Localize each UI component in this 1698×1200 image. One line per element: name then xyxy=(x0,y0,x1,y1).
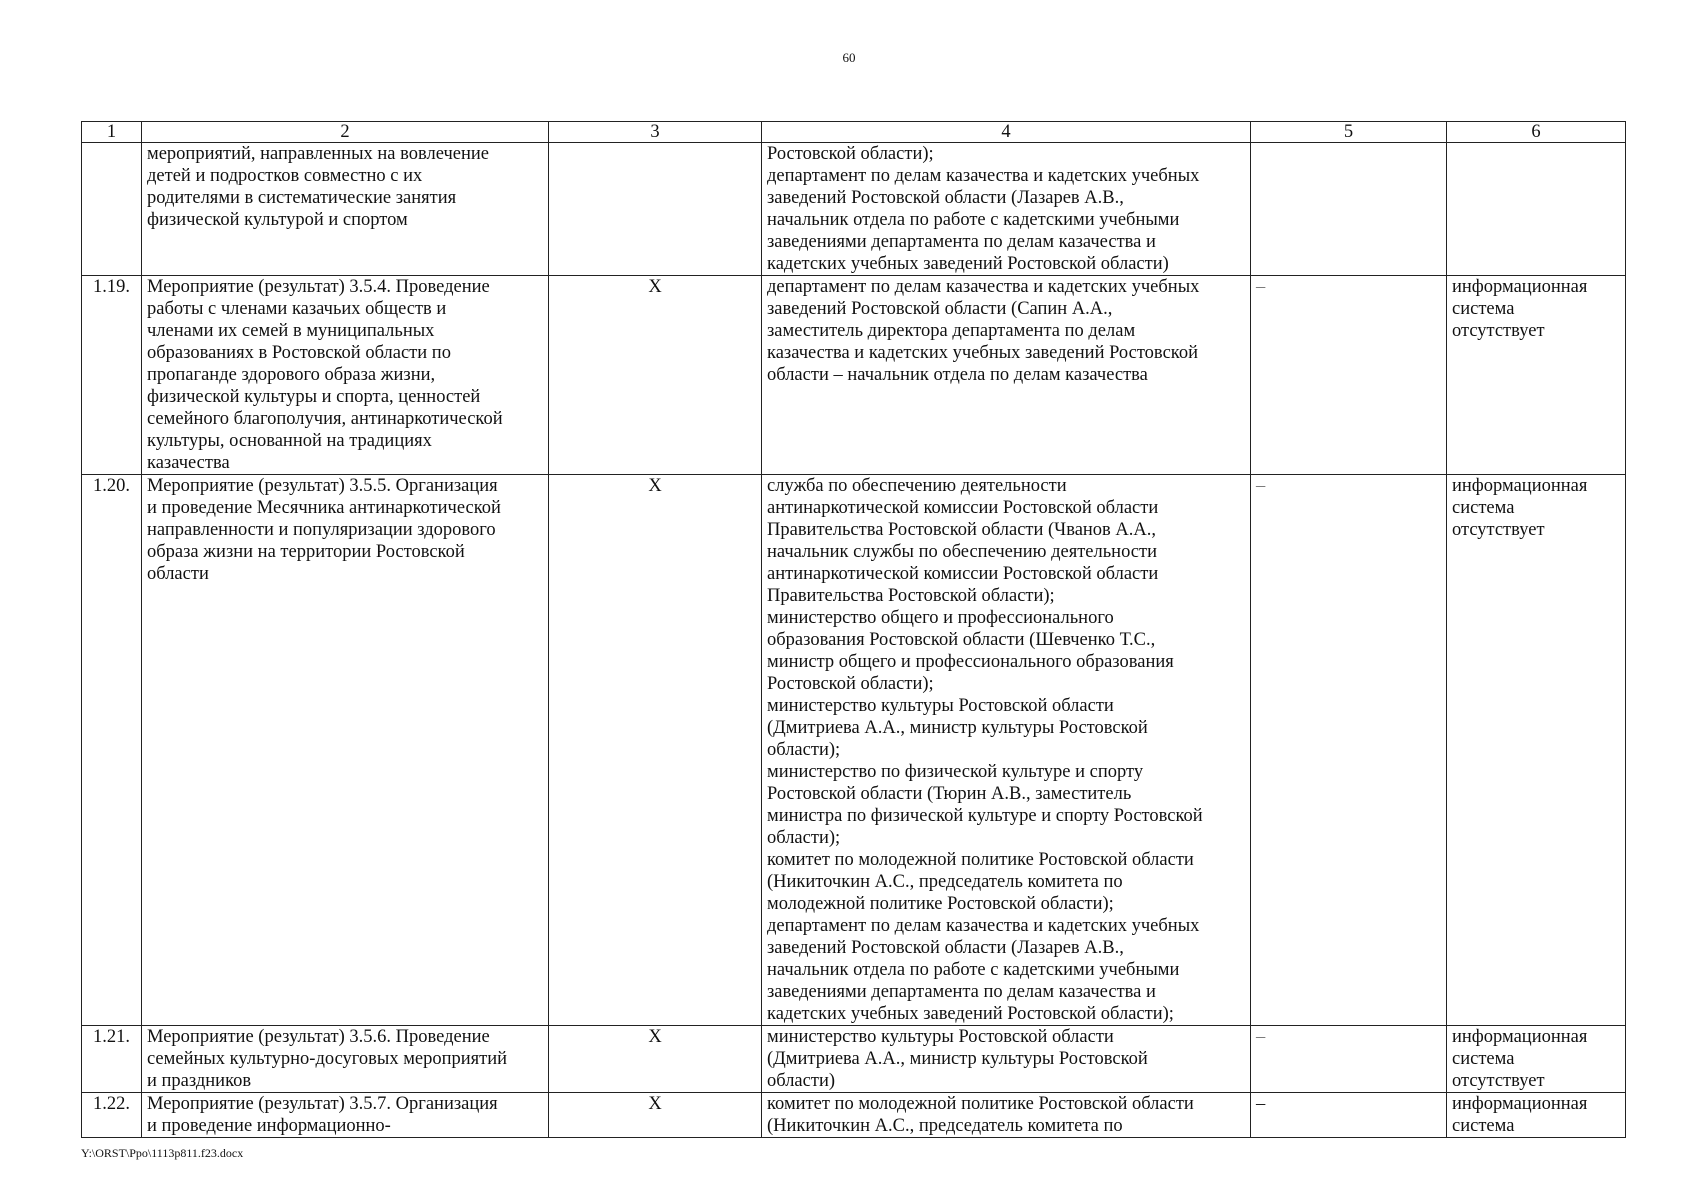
measure-cell xyxy=(142,475,549,1026)
responsible-line: (Никиточкин А.С., председатель комитета по xyxy=(767,1116,1123,1136)
responsible-line: начальник отдела по работе с кадетскими учебными xyxy=(767,960,1180,980)
responsible-line: антинаркотической комиссии Ростовской области xyxy=(767,564,1159,584)
responsible-line: служба по обеспечению деятельности xyxy=(767,476,1067,496)
measure-line: Мероприятие (результат) 3.5.5. Организация xyxy=(147,476,498,496)
responsible-line: области) xyxy=(767,1071,836,1091)
info-system-cell xyxy=(1447,143,1626,276)
header-cell: 1 xyxy=(82,122,142,143)
table-row xyxy=(82,276,1626,475)
table-row xyxy=(82,1026,1626,1093)
info-system-line: отсутствует xyxy=(1452,321,1545,341)
column-3-cell: X xyxy=(549,1093,762,1138)
measure-line: образа жизни на территории Ростовской xyxy=(147,542,465,562)
measure-line: направленности и популяризации здорового xyxy=(147,520,496,540)
measure-line: казачества xyxy=(147,453,230,473)
info-system-cell xyxy=(1447,276,1626,475)
responsible-line: Ростовской области (Тюрин А.В., заместитель xyxy=(767,784,1132,804)
measure-line: родителями в систематические занятия xyxy=(147,188,457,208)
responsible-line: Правительства Ростовской области); xyxy=(767,586,1055,606)
table-row xyxy=(82,143,1626,276)
measure-cell xyxy=(142,143,549,276)
measure-line: членами их семей в муниципальных xyxy=(147,321,435,341)
measure-line: и проведение информационно- xyxy=(147,1116,391,1136)
info-system-cell xyxy=(1447,1093,1626,1138)
page-number: 60 xyxy=(842,50,856,65)
responsible-line: молодежной политике Ростовской области); xyxy=(767,894,1114,914)
measure-line: и праздников xyxy=(147,1071,252,1091)
responsible-line: (Никиточкин А.С., председатель комитета по xyxy=(767,872,1123,892)
responsible-cell xyxy=(762,276,1251,475)
row-number-cell: 1.21. xyxy=(82,1026,142,1093)
responsible-line: департамент по делам казачества и кадетских учебных xyxy=(767,916,1200,936)
measure-cell xyxy=(142,1093,549,1138)
measure-line: образованиях в Ростовской области по xyxy=(147,343,451,363)
responsible-line: министерство культуры Ростовской области xyxy=(767,696,1114,716)
row-number-cell: 1.20. xyxy=(82,475,142,1026)
responsible-line: Правительства Ростовской области (Чванов А.А., xyxy=(767,520,1157,540)
responsible-line: заместитель директора департамента по делам xyxy=(767,321,1136,341)
info-system-line: информационная xyxy=(1452,1094,1588,1114)
responsible-line: (Дмитриева А.А., министр культуры Ростовской xyxy=(767,718,1148,738)
responsible-line: начальник службы по обеспечению деятельности xyxy=(767,542,1157,562)
measure-line: физической культуры и спорта, ценностей xyxy=(147,387,481,407)
responsible-line: заведений Ростовской области (Сапин А.А., xyxy=(767,299,1113,319)
measure-line: культуры, основанной на традициях xyxy=(147,431,432,451)
measure-line: физической культурой и спортом xyxy=(147,210,408,230)
column-3-cell: X xyxy=(549,475,762,1026)
info-system-line: система xyxy=(1452,1116,1515,1136)
responsible-line: комитет по молодежной политике Ростовской области xyxy=(767,850,1194,870)
responsible-line: начальник отдела по работе с кадетскими учебными xyxy=(767,210,1180,230)
responsible-line: Ростовской области); xyxy=(767,144,934,164)
header-cell: 5 xyxy=(1251,122,1447,143)
responsible-line: области); xyxy=(767,740,841,760)
responsible-line: заведениями департамента по делам казачества и xyxy=(767,232,1156,252)
column-3-cell xyxy=(549,143,762,276)
responsible-line: области); xyxy=(767,828,841,848)
header-cell: 2 xyxy=(142,122,549,143)
header-cell: 4 xyxy=(762,122,1251,143)
responsible-line: министр общего и профессионального образования xyxy=(767,652,1174,672)
responsible-line: образования Ростовской области (Шевченко Т.С., xyxy=(767,630,1156,650)
info-system-line: отсутствует xyxy=(1452,520,1545,540)
info-system-line: информационная xyxy=(1452,1027,1588,1047)
column-5-cell: – xyxy=(1251,475,1447,1026)
row-number-cell: 1.22. xyxy=(82,1093,142,1138)
column-5-cell xyxy=(1251,143,1447,276)
info-system-line: система xyxy=(1452,498,1515,518)
responsible-line: кадетских учебных заведений Ростовской области); xyxy=(767,1004,1174,1024)
info-system-cell xyxy=(1447,475,1626,1026)
measure-line: пропаганде здорового образа жизни, xyxy=(147,365,436,385)
column-5-cell: – xyxy=(1251,1093,1447,1138)
footer-file-path: Y:\ORST\Ppo\1113p811.f23.docx xyxy=(81,1146,244,1160)
column-3-cell: X xyxy=(549,276,762,475)
responsible-line: заведений Ростовской области (Лазарев А.В., xyxy=(767,188,1124,208)
responsible-line: Ростовской области); xyxy=(767,674,934,694)
measure-line: области xyxy=(147,564,209,584)
measure-line: Мероприятие (результат) 3.5.7. Организация xyxy=(147,1094,498,1114)
responsible-line: антинаркотической комиссии Ростовской области xyxy=(767,498,1159,518)
row-number-cell: 1.19. xyxy=(82,276,142,475)
table-row xyxy=(82,1093,1626,1138)
table-row xyxy=(82,475,1626,1026)
column-5-cell: – xyxy=(1251,1026,1447,1093)
responsible-cell xyxy=(762,143,1251,276)
responsible-line: казачества и кадетских учебных заведений Ростовской xyxy=(767,343,1198,363)
responsible-line: области – начальник отдела по делам казачества xyxy=(767,365,1148,385)
responsible-line: департамент по делам казачества и кадетских учебных xyxy=(767,277,1200,297)
header-cell: 6 xyxy=(1447,122,1626,143)
measure-line: работы с членами казачьих обществ и xyxy=(147,299,447,319)
measure-cell xyxy=(142,1026,549,1093)
responsible-line: комитет по молодежной политике Ростовской области xyxy=(767,1094,1194,1114)
column-5-cell: – xyxy=(1251,276,1447,475)
row-number-cell xyxy=(82,143,142,276)
responsible-line: (Дмитриева А.А., министр культуры Ростовской xyxy=(767,1049,1148,1069)
table-header-row xyxy=(82,122,1626,143)
responsible-line: департамент по делам казачества и кадетских учебных xyxy=(767,166,1200,186)
info-system-cell xyxy=(1447,1026,1626,1093)
responsible-line: заведениями департамента по делам казачества и xyxy=(767,982,1156,1002)
measure-line: семейных культурно-досуговых мероприятий xyxy=(147,1049,508,1069)
measure-line: семейного благополучия, антинаркотической xyxy=(147,409,503,429)
responsible-cell xyxy=(762,1026,1251,1093)
info-system-line: отсутствует xyxy=(1452,1071,1545,1091)
responsible-line: заведений Ростовской области (Лазарев А.В., xyxy=(767,938,1124,958)
header-cell: 3 xyxy=(549,122,762,143)
responsible-line: министра по физической культуре и спорту Ростовской xyxy=(767,806,1203,826)
info-system-line: информационная xyxy=(1452,476,1588,496)
measures-table xyxy=(81,121,1626,1138)
responsible-line: министерство по физической культуре и спорту xyxy=(767,762,1144,782)
measure-line: Мероприятие (результат) 3.5.6. Проведение xyxy=(147,1027,490,1047)
measure-cell xyxy=(142,276,549,475)
responsible-line: министерство общего и профессионального xyxy=(767,608,1114,628)
info-system-line: система xyxy=(1452,1049,1515,1069)
responsible-cell xyxy=(762,1093,1251,1138)
responsible-cell xyxy=(762,475,1251,1026)
measure-line: и проведение Месячника антинаркотической xyxy=(147,498,501,518)
info-system-line: информационная xyxy=(1452,277,1588,297)
column-3-cell: X xyxy=(549,1026,762,1093)
responsible-line: кадетских учебных заведений Ростовской области) xyxy=(767,254,1169,274)
measure-line: детей и подростков совместно с их xyxy=(147,166,423,186)
responsible-line: министерство культуры Ростовской области xyxy=(767,1027,1114,1047)
measure-line: Мероприятие (результат) 3.5.4. Проведение xyxy=(147,277,490,297)
measure-line: мероприятий, направленных на вовлечение xyxy=(147,144,489,164)
info-system-line: система xyxy=(1452,299,1515,319)
